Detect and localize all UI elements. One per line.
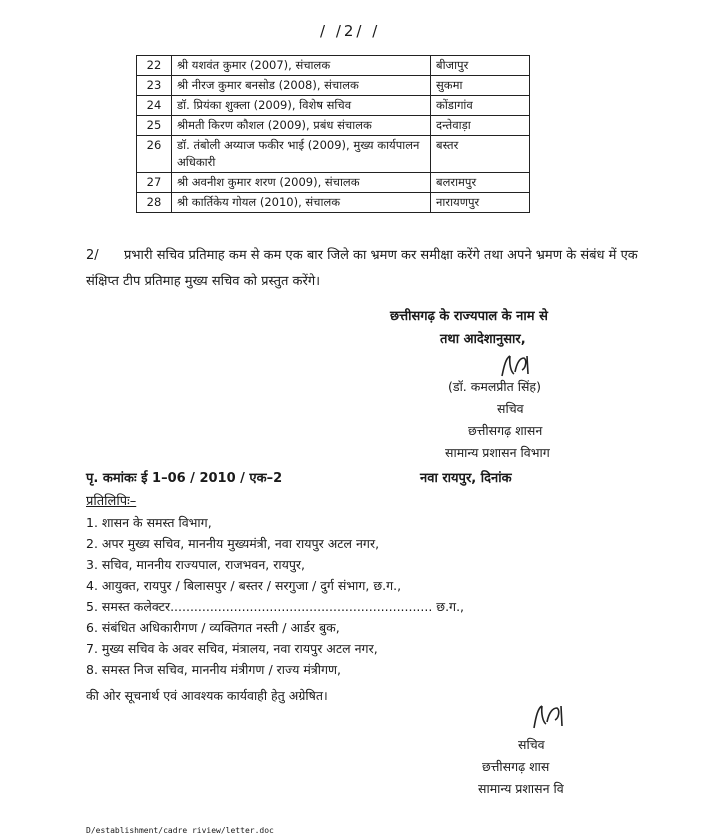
list-item: 8. समस्त निज सचिव, माननीय मंत्रीगण / राज्य मंत्रीगण, bbox=[86, 662, 342, 677]
table-row bbox=[137, 116, 530, 136]
paragraph-text: प्रभारी सचिव प्रतिमाह कम से कम एक बार जिले का भ्रमण कर समीक्षा करेंगे तथा अपने भ्रमण के संबंध में एक संक्षिप्त टीप प्रतिमाह मुख्य सचिव को प्रस्तुत करेंगे। bbox=[86, 248, 638, 289]
signature-scribble-icon bbox=[498, 352, 532, 380]
signatory-designation: सचिव bbox=[497, 401, 524, 416]
list-item: 7. मुख्य सचिव के अवर सचिव, मंत्रालय, नवा रायपुर अटल नगर, bbox=[86, 641, 378, 656]
table-row bbox=[137, 96, 530, 116]
table-row bbox=[137, 136, 530, 173]
officer-district-table bbox=[136, 55, 530, 213]
list-item: 2. अपर मुख्य सचिव, माननीय मुख्यमंत्री, नवा रायपुर अटल नगर, bbox=[86, 536, 380, 551]
signatory-department: सामान्य प्रशासन विभाग bbox=[445, 445, 550, 460]
signatory-2-government: छत्तीसगढ़ शास bbox=[482, 759, 550, 774]
place-date: नवा रायपुर, दिनांक bbox=[420, 471, 512, 486]
officer-name: डॉ. तंबोली अय्याज फकीर भाई (2009), मुख्य कार्यपालन अधिकारी bbox=[172, 136, 431, 173]
list-item: 1. शासन के समस्त विभाग, bbox=[86, 515, 212, 530]
instruction-paragraph bbox=[86, 243, 646, 295]
officer-name: श्री यशवंत कुमार (2007), संचालक bbox=[172, 56, 431, 76]
signatory-2-department: सामान्य प्रशासन वि bbox=[478, 781, 564, 796]
page-number: / /2/ / bbox=[320, 22, 381, 40]
authority-line-2: तथा आदेशानुसार, bbox=[440, 332, 526, 347]
district-name: नारायणपुर bbox=[431, 193, 530, 213]
reference-number: पृ. कमांकः ई 1–06 / 2010 / एक–2 bbox=[86, 471, 283, 486]
copy-recipient-list bbox=[86, 512, 464, 680]
copy-heading: प्रतिलिपिः– bbox=[86, 494, 137, 509]
district-name: बीजापुर bbox=[431, 56, 530, 76]
district-name: बलरामपुर bbox=[431, 173, 530, 193]
signatory-government: छत्तीसगढ़ शासन bbox=[468, 423, 543, 438]
authority-line-1: छत्तीसगढ़ के राज्यपाल के नाम से bbox=[390, 309, 548, 324]
file-path-footer: D/establishment/cadre riview/letter.doc bbox=[86, 826, 274, 835]
serial-number: 23 bbox=[137, 76, 172, 96]
serial-number: 26 bbox=[137, 136, 172, 173]
serial-number: 27 bbox=[137, 173, 172, 193]
serial-number: 22 bbox=[137, 56, 172, 76]
officer-name: श्री नीरज कुमार बनसोड (2008), संचालक bbox=[172, 76, 431, 96]
officer-name: श्री अवनीश कुमार शरण (2009), संचालक bbox=[172, 173, 431, 193]
signatory-2-designation: सचिव bbox=[518, 737, 545, 752]
table-row bbox=[137, 76, 530, 96]
closing-line: की ओर सूचनार्थ एवं आवश्यक कार्यवाही हेतु अग्रेषित। bbox=[86, 688, 328, 703]
table-row bbox=[137, 173, 530, 193]
serial-number: 28 bbox=[137, 193, 172, 213]
paragraph-number: 2/ bbox=[86, 248, 99, 263]
district-name: दन्तेवाड़ा bbox=[431, 116, 530, 136]
serial-number: 25 bbox=[137, 116, 172, 136]
officer-name: डॉ. प्रियंका शुक्ला (2009), विशेष सचिव bbox=[172, 96, 431, 116]
officer-name: श्रीमती किरण कौशल (2009), प्रबंध संचालक bbox=[172, 116, 431, 136]
signatory-name: (डॉ. कमलप्रीत सिंह) bbox=[448, 379, 541, 394]
district-name: कोंडागांव bbox=[431, 96, 530, 116]
district-name: सुकमा bbox=[431, 76, 530, 96]
list-item: 4. आयुक्त, रायपुर / बिलासपुर / बस्तर / सरगुजा / दुर्ग संभाग, छ.ग., bbox=[86, 578, 402, 593]
table-row bbox=[137, 56, 530, 76]
officer-name: श्री कार्तिकेय गोयल (2010), संचालक bbox=[172, 193, 431, 213]
list-item: 3. सचिव, माननीय राज्यपाल, राजभवन, रायपुर, bbox=[86, 557, 306, 572]
district-name: बस्तर bbox=[431, 136, 530, 173]
list-item: 5. समस्त कलेक्टर.................................................................. छ.ग., bbox=[86, 599, 465, 614]
signature-scribble-icon bbox=[528, 700, 568, 732]
serial-number: 24 bbox=[137, 96, 172, 116]
table-row bbox=[137, 193, 530, 213]
list-item: 6. संबंधित अधिकारीगण / व्यक्तिगत नस्ती / आर्डर बुक, bbox=[86, 620, 340, 635]
